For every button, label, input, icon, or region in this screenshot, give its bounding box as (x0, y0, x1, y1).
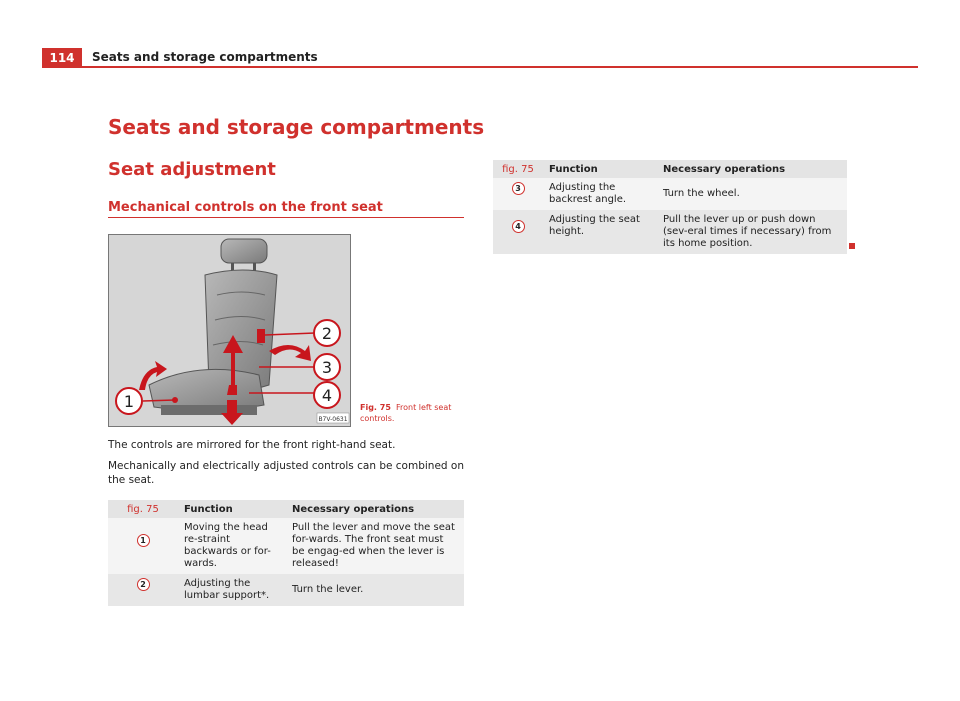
seat-controls-figure (108, 234, 351, 427)
table-row (108, 518, 464, 574)
running-header: Seats and storage compartments (92, 50, 318, 64)
number-badge: 4 (512, 220, 525, 233)
subsection-rule (108, 217, 464, 218)
paragraph-combined: Mechanically and electrically adjusted controls can be combined on the seat. (108, 460, 464, 486)
function-cell: Adjusting the backrest angle. (543, 178, 657, 210)
paragraph-mirrored: The controls are mirrored for the front right-hand seat. (108, 439, 396, 451)
header-fig: fig. 75 (493, 160, 543, 178)
table-row (108, 574, 464, 606)
operation-cell: Turn the wheel. (657, 178, 847, 210)
callout-3: 3 (321, 358, 333, 377)
table-header-row (108, 500, 464, 518)
callout-1: 1 (123, 392, 135, 411)
section-end-marker (849, 243, 855, 249)
callout-2: 2 (321, 324, 333, 343)
function-cell: Adjusting the lumbar support*. (178, 574, 286, 606)
table-header-row (493, 160, 847, 178)
header-operations: Necessary operations (286, 500, 464, 518)
header-rule (82, 66, 918, 68)
number-badge: 1 (137, 534, 150, 547)
header-fig: fig. 75 (108, 500, 178, 518)
function-cell: Moving the head re-straint backwards or for-wards. (178, 518, 286, 574)
callout-4: 4 (321, 386, 333, 405)
caption-label: Fig. 75 (360, 403, 391, 412)
number-badge: 3 (512, 182, 525, 195)
chapter-title: Seats and storage compartments (108, 115, 485, 139)
caption-text-2: controls. (360, 414, 395, 423)
operation-cell: Turn the lever. (286, 574, 464, 606)
controls-table-right (493, 160, 847, 254)
section-title: Seat adjustment (108, 159, 276, 180)
operation-cell: Pull the lever and move the seat for-wards. The front seat must be engag-ed when the lever is released! (286, 518, 464, 574)
controls-table-left (108, 500, 464, 606)
table-row (493, 210, 847, 254)
table-row (493, 178, 847, 210)
header-function: Function (543, 160, 657, 178)
operation-cell: Pull the lever up or push down (sev-eral times if necessary) from its home position. (657, 210, 847, 254)
figure-code: B7V-0631 (318, 416, 348, 423)
seat-illustration (109, 235, 350, 426)
function-cell: Adjusting the seat height. (543, 210, 657, 254)
subsection-title: Mechanical controls on the front seat (108, 200, 383, 215)
page-number: 114 (42, 48, 82, 68)
figure-caption (360, 402, 451, 424)
header-operations: Necessary operations (657, 160, 847, 178)
number-badge: 2 (137, 578, 150, 591)
header-function: Function (178, 500, 286, 518)
caption-text-1: Front left seat (395, 403, 452, 412)
